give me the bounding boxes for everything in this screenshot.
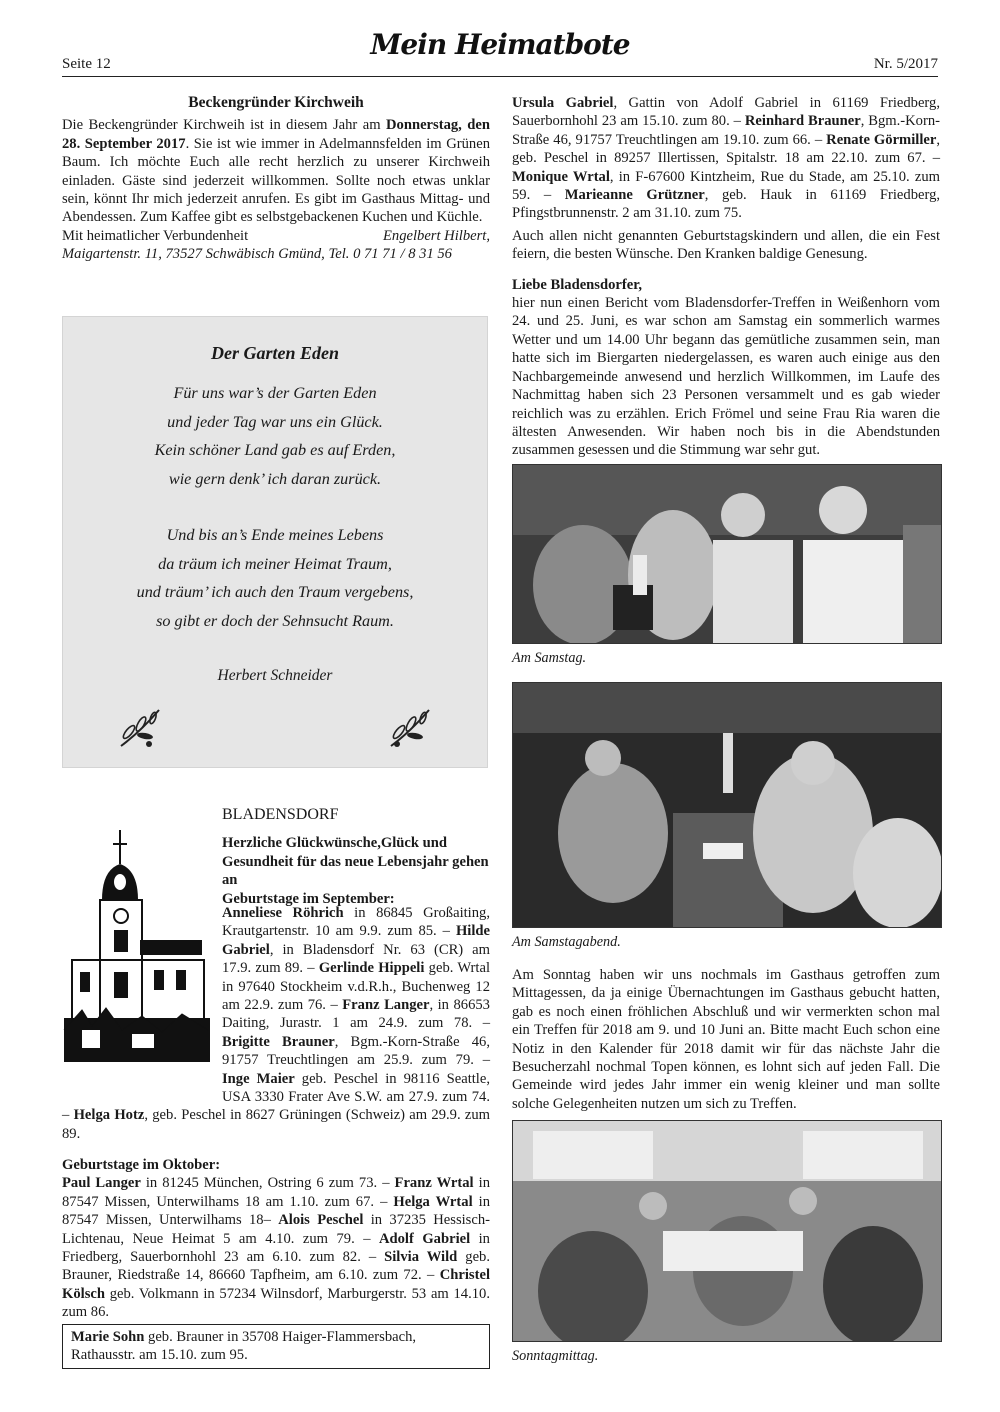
october-heading: Geburtstage im Oktober: — [62, 1157, 221, 1173]
kirchweih-address: Maigartenstr. 11, 73527 Schwäbisch Gmünd, Tel. 0 71 71 / 8 31 56 — [62, 246, 452, 263]
wishes-text: Auch allen nicht genannten Geburtstagskindern und allen, die ein Fest feiern, die besten Wünsche. Den Kranken baldige Genesung. — [512, 227, 940, 263]
right-column-top — [512, 94, 940, 460]
caption-photo-3: Sonntagmittag. — [512, 1348, 599, 1364]
birthday-list: Anneliese Röhrich in 86845 Großaiting, Krautgartenstr. 10 am 9.9. zum 85. – Hilde Gabriel, in Bladensdorf Nr. 63 (CR) am 17.9. zum 89. – Gerlinde Hippeli geb. Wrtal in 97640 Stockheim v.d.R.h., Buchenweg 12 am 22.9. zum 76. – Franz Langer, in 86653 Daiting, Jurastr. 1 am 24.9. zum 78. – Brigitte Brauner, Bgm.-Korn-Straße 46, 91757 Treuchtlingen am 25.9. zum 79. – Inge Maier geb. Peschel in 98116 Seattle, USA 3330 Frater Ave S.W. am 27.9. zum 74. – Helga Hotz, geb. Peschel in 8627 Grüningen (Schweiz) am 29.9. zum 89. — [62, 905, 490, 1142]
september-birthdays — [62, 904, 490, 1143]
boxed-birthday: Marie Sohn geb. Brauner in 35708 Haiger-Flammersbach, Rathausstr. am 15.10. zum 95. — [62, 1324, 490, 1369]
october-birthdays — [62, 1156, 490, 1322]
birthday-list-continued: Ursula Gabriel, Gattin von Adolf Gabriel in 61169 Friedberg, Sauerbornhohl 23 am 15.10. zum 80. – Reinhard Brauner, Bgm.-Korn-Straße 46, 91757 Treuchtlingen am 19.10. zum 66. – Renate Görmiller, geb. Peschel in 89257 Illertissen, Spitalstr. 18 am 22.10. zum 67. – Monique Wrtal, in F-67600 Kintzheim, Rue du Stade, am 25.10. zum 59. – Marieanne Grützner, geb. Hauk in 61169 Friedberg, Pfingstbrunnenstr. 2 am 31.10. zum 75. — [512, 95, 941, 222]
poem-title: Der Garten Eden — [210, 343, 339, 363]
poem-text: Für uns war’s der Garten Eden und jeder Tag war uns ein Glück. Kein schöner Land gab es auf Erden, wie gern denk’ ich daran zurück. Und bis an’s Ende meines Lebens da träum ich meiner Heimat Traum, und träum’ ich auch den Traum vergebens, so gibt er doch der Sehnsucht Raum. — [136, 384, 414, 630]
sunday-report: Am Sonntag haben wir uns nochmals im Gasthaus getroffen zum Mittagessen, da ja einige Übernachtungen im Gasthaus gebucht hatten, gab es noch einen fröhlichen Abschluß und wir vermerkten schon mal ein Treffen für 2018 am 9. und 10 Juni an. Bitte macht Euch schon eine Notiz in den Kalender für 2018 damit wir für das nächste Jahr die Besucherzahl nochmal Topen können, es lohnt sich auf jeden Fall. Die Gemeinde wird jedes Jahr immer ein wenig kleiner und man sollte solche Gelegenheiten nutzen um sich zu Treffen. — [512, 967, 940, 1112]
caption-photo-1: Am Samstag. — [512, 650, 587, 666]
photo-sunday — [512, 1120, 942, 1342]
kirchweih-article — [62, 94, 490, 264]
photo-saturday — [512, 464, 942, 644]
report-salutation: Liebe Bladensdorfer, — [512, 276, 642, 293]
poem-author: Herbert Schneider — [217, 667, 333, 684]
photo-saturday-evening — [512, 682, 942, 928]
issue-number: Nr. 5/2017 — [873, 56, 938, 72]
kirchweih-title: Beckengründer Kirchweih — [188, 94, 364, 111]
greeting: Herzliche Glückwünsche,Glück und Gesundheit für das neue Lebensjahr gehen an — [222, 835, 489, 889]
poem-box — [62, 316, 488, 768]
masthead-logo: Mein Heimatbote — [370, 28, 630, 61]
section-title: BLADENSDORF — [222, 806, 339, 823]
header-rule — [62, 76, 938, 77]
september-heading: Geburtstage im September: — [222, 890, 395, 907]
bladensdorf-intro — [222, 806, 490, 908]
birthday-list: Paul Langer in 81245 München, Ostring 6 zum 73. – Franz Wrtal in 87547 Missen, Unterwilhams 18 am 1.10. zum 67. – Helga Wrtal in 87547 Missen, Unterwilhams 18– Alois Peschel in 37235 Hessisch-Lichtenau, Neue Heimat 5 am 4.10. zum 79. – Adolf Gabriel in Friedberg, Sauerbornhohl 23 am 6.10. zum 82. – Silvia Wild geb. Brauner, Riedstraße 14, 86660 Tapfheim, am 6.10. zum 72. – Christel Kölsch geb. Volkmann in 57234 Wilnsdorf, Marburgerstr. 53 am 14.10. zum 86. — [62, 1175, 490, 1321]
kirchweih-signature: Mit heimatlicher Verbundenheit Engelbert Hilbert, — [62, 227, 490, 244]
olive-branch-icon — [115, 702, 165, 752]
report-text: hier nun einen Bericht vom Bladensdorfer-Treffen in Weißenhorn vom 24. und 25. Juni, es war schon am Samstag ein sommerlich warmes Wetter und um 14.00 Uhr begann das gemütliche zusammen sein, man hatte sich im Biergarten niedergelassen, es waren auch einige aus den Nachbargemeinde anwesend und herzlich Willkommen, im Laufe des Nachmittag haben sich 23 Personen versammelt und es gab wieder reichlich was zu erzählen. Erich Frömel und seine Frau Ria waren die ältesten Anwesenden. Wir haben noch bis in die Abendstunden zusammen gesessen und die Stimmung war sehr gut. — [512, 295, 940, 459]
page-number: Seite 12 — [62, 56, 111, 72]
caption-photo-2: Am Samstagabend. — [512, 934, 621, 950]
olive-branch-icon — [385, 702, 435, 752]
kirchweih-text: Die Beckengründer Kirchweih ist in diesem Jahr am Donnerstag, den 28. September 2017. Sie ist wie immer in Adelmannsfelden im Grünen Baum. Ich möchte Euch alle recht herzlich zu unserer Kirchweih einladen. Gäste sind jederzeit willkommen. Sollte noch etwas unklar sein, könnt Ihr mich jederzeit anrufen. Es gibt im Gasthaus Mittag- und Abendessen. Zum Kaffee gibt es selbstgebackenen Kuchen und Küchle. — [62, 117, 490, 226]
